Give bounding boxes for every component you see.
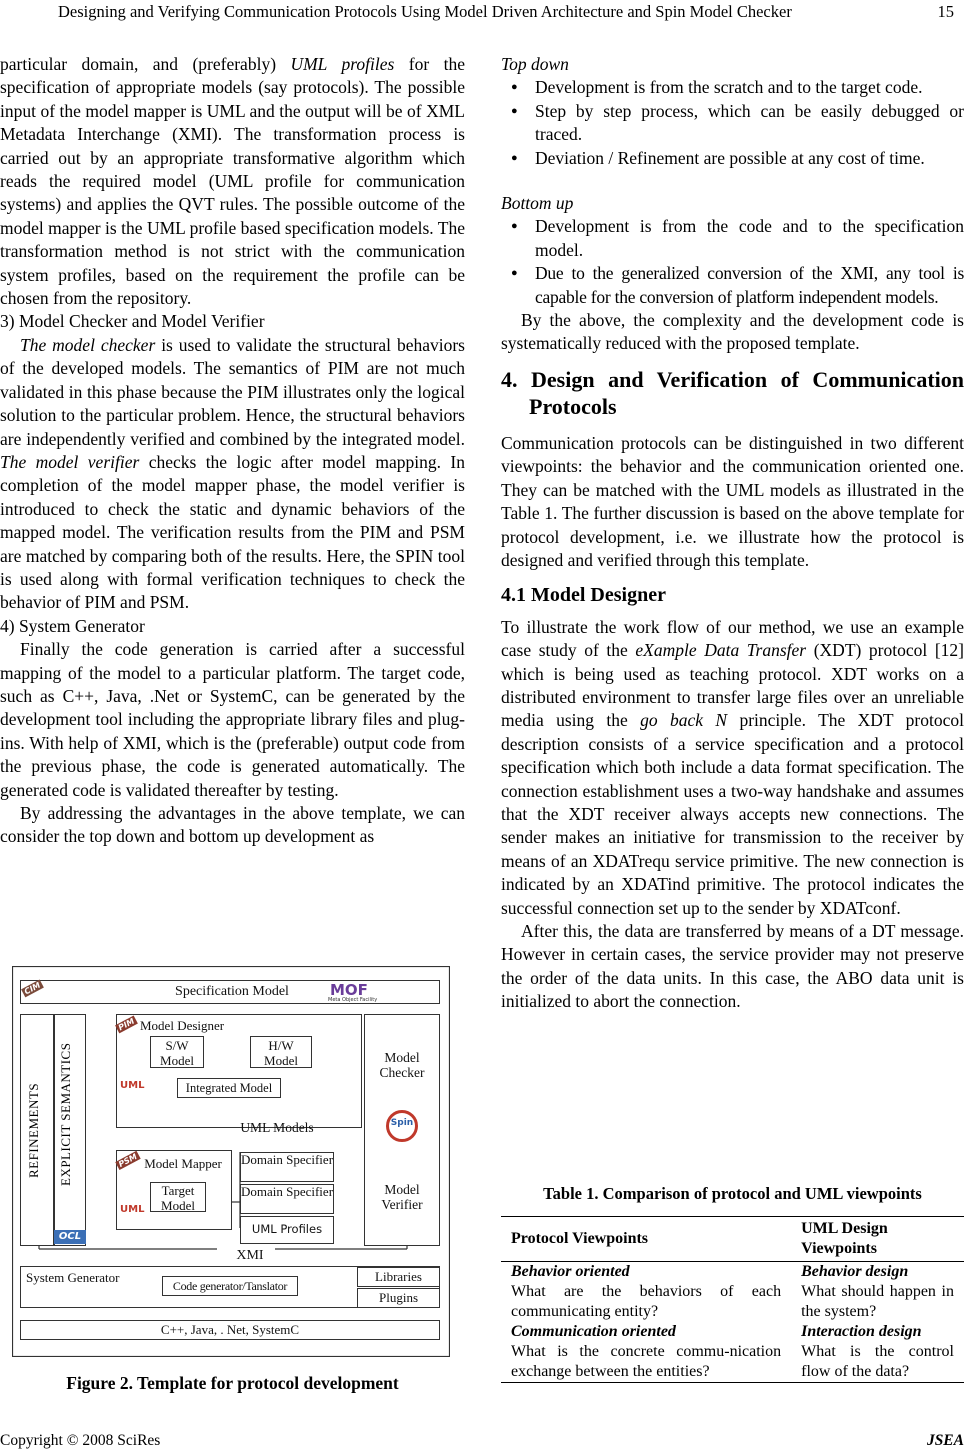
model-checker-label: Model Checker (379, 1050, 425, 1080)
table-cell: What is the concrete commu-nication exchange between the entities? (501, 1342, 791, 1383)
uml-logo-mapper: UML (120, 1204, 145, 1215)
ocl-logo: OCL (54, 1230, 86, 1244)
table-caption: Table 1. Comparison of protocol and UML viewpoints (543, 1184, 922, 1203)
xdt-text-c: principle. The XDT protocol description consists of a service specification and a protocol specification which both include a data format specification. The connection establishment uses a two-way handshake and assumes that the XDT receiver always accepts new connections. The sender makes an initiative for transmission to the receiver by means of an XDATrequ service primitive. The new connection is indicated by an XDATind primitive. The protocol indicates the successful connection set up to the sender by XDATconf. (501, 710, 964, 918)
list-item: ● Step by step process, which can be easily debugged or traced. (501, 100, 964, 147)
model-checker-text-a: is used to validate the structural behaviors of the developed models. The semantics of PIM are not much validated in this phase because the PIM illustrates only the logical solution to the particular problem. Hence, the structural behaviors are independently verified and combined by the integrated model. (0, 334, 465, 449)
system-generator-label: System Generator (26, 1270, 120, 1285)
table-cell: What is the control flow of the data? (791, 1342, 964, 1383)
sw-model-label: S/W Model (160, 1038, 194, 1068)
running-title: Designing and Verifying Communication Protocols Using Model Driven Architecture and Spin Model Checker (58, 2, 792, 21)
table-cell: Behavior design (801, 1263, 909, 1280)
list-item: ● Development is from the code and to the specification model. (501, 215, 964, 262)
explicit-semantics-label: EXPLICIT SEMANTICS (58, 1042, 73, 1186)
model-verifier-term: The model verifier (0, 451, 140, 472)
xdt-text-b: (XDT) protocol [12] which is being used as teaching protocol. XDT works on a distributed environment to transfer large files over an unreliable media using the (501, 640, 964, 731)
cim-badge: CIM (22, 980, 42, 997)
paragraph-viewpoints: Communication protocols can be distinguished in two different viewpoints: the behavior and the communication oriented one. They can be matched with the UML models as illustrated in the Table 1. The further discussion is based on the above template for protocol development, i.e. we illustrate how the protocol is designed and verified through this template. (501, 432, 964, 570)
code-generator-label: Code generator/Tanslator (172, 1279, 288, 1293)
uml-profiles-label: UML Profiles (251, 1222, 323, 1236)
hw-model-label: H/W Model (264, 1038, 298, 1068)
table-header: UML Design Viewpoints (791, 1217, 964, 1262)
integrated-model-label: Integrated Model (185, 1081, 273, 1095)
mof-logo: MOF (330, 981, 368, 999)
paragraph-model-checker (0, 334, 465, 615)
targets-label: C++, Java, . Net, SystemC (160, 1322, 300, 1337)
list-item: ● Deviation / Refinement are possible at any cost of time. (501, 147, 964, 170)
table-row (501, 1342, 964, 1383)
xdt-term: eXample Data Transfer (635, 640, 807, 661)
refinements-label: REFINEMENTS (26, 1082, 41, 1178)
bottomup-title: Bottom up (501, 193, 574, 214)
figure-template (12, 966, 450, 1357)
paragraph-complexity: By the above, the complexity and the development code is systematically reduced with the proposed template. (501, 310, 964, 354)
paragraph-system-generator: Finally the code generation is carried after a successful mapping of the model to a particular platform. The target code, such as C++, Java, .Net or SystemC, can be generated by the development tool including the appropriate library files and plug-ins. With help of XMI, which is the (preferable) output code from the previous phase, the code is generated automatically. The generated code is validated thereafter by testing. (0, 639, 465, 800)
mof-subtitle: Meta Object Facility (328, 997, 378, 1003)
target-model-label: Target Model (161, 1183, 195, 1213)
plugins-label: Plugins (378, 1290, 418, 1305)
subheading-system-generator: 4) System Generator (0, 615, 145, 636)
section-heading-4-1: 4.1 Model Designer (501, 584, 666, 607)
comparison-table (501, 1216, 964, 1383)
page-number: 15 (937, 2, 954, 21)
model-checker-text-b: checks the logic after model mapping. In completion of the model mapper phase, the model verifier is introduced to check the static and dynamic behaviors of the mapped model. The verification results from the PIM and PSM are matched by comparing both of the results. Here, the SPIN tool is used along with formal verification techniques to check the behavior of PIM and PSM. (0, 451, 465, 613)
list-item: ● Development is from the scratch and to the target code. (501, 76, 964, 99)
table-cell: Behavior oriented (511, 1263, 630, 1280)
go-back-n-term: go back N (640, 710, 728, 731)
table-header: Protocol Viewpoints (501, 1217, 791, 1262)
subheading-model-checker: 3) Model Checker and Model Verifier (0, 311, 265, 332)
pim-badge: PIM (116, 1016, 136, 1033)
table-cell: Communication oriented (511, 1323, 676, 1340)
uml-models-label: UML Models (240, 1120, 314, 1135)
specification-model-label: Specification Model (175, 984, 289, 999)
model-designer-label: Model Designer (140, 1018, 225, 1033)
table-cell: What are the behaviors of each communicating entity? (511, 1283, 782, 1320)
topdown-list (501, 76, 964, 170)
domain-specifier-2-label: Domain Specifier (240, 1184, 334, 1199)
paragraph-xdt (501, 616, 964, 920)
paragraph-data-transfer: After this, the data are transferred by means of a DT message. However in certain cases, the service provider may not preserve the order of the data units. In this case, the ABO data unit is initialized to abort the connection. (501, 921, 964, 1012)
paragraph-advantages: By addressing the advantages in the above template, we can consider the top down and bottom up development as (0, 803, 465, 847)
model-verifier-label: Model Verifier (381, 1182, 423, 1212)
left-column (0, 53, 465, 849)
libraries-label: Libraries (375, 1269, 422, 1284)
spin-logo: Spin (390, 1118, 414, 1128)
footer-copyright: Copyright © 2008 SciRes (0, 1432, 161, 1449)
section-heading-4: 4. Design and Verification of Communication Protocols (501, 366, 964, 419)
table-header-row (501, 1217, 964, 1262)
bottomup-list (501, 215, 964, 309)
paragraph-model-mapper: particular domain, and (preferably) UML profiles for the specification of appropriate models (say protocols). The possible input of the model mapper is UML and the output will be of XML Metadata Interchange (XMI). The transformation process is carried out by an appropriate transformative algorithm which reads the required model (UML profile for communication systems) and applies the QVT rules. The possible outcome of the model mapper is the UML profile based specification models. The transformation method is not strict with the communication system profiles, based on the requirement the profile can be chosen from the repository. (0, 54, 465, 309)
model-checker-term: The model checker (20, 334, 156, 355)
footer-journal: JSEA (926, 1432, 964, 1449)
topdown-title: Top down (501, 54, 569, 74)
domain-specifier-1-label: Domain Specifier (240, 1152, 334, 1167)
table-row (501, 1262, 964, 1283)
list-item: ● Due to the generalized conversion of the XMI, any tool is capable for the conversion of platform independent models. (501, 262, 964, 309)
xdt-text-a: To illustrate the work flow of our method, we use an example case study of the (501, 616, 964, 661)
psm-badge: PSM (117, 1151, 139, 1170)
right-column (501, 53, 964, 1014)
figure-caption: Figure 2. Template for protocol development (66, 1373, 399, 1393)
uml-profiles-term: UML profiles (290, 54, 395, 74)
table-row (501, 1322, 964, 1342)
table-cell: What should happen in the system? (801, 1283, 954, 1320)
xmi-label: XMI (236, 1248, 264, 1263)
table-cell: Interaction design (801, 1323, 922, 1340)
table-row (501, 1282, 964, 1322)
model-mapper-label: Model Mapper (144, 1156, 222, 1171)
uml-logo-designer: UML (120, 1080, 145, 1091)
